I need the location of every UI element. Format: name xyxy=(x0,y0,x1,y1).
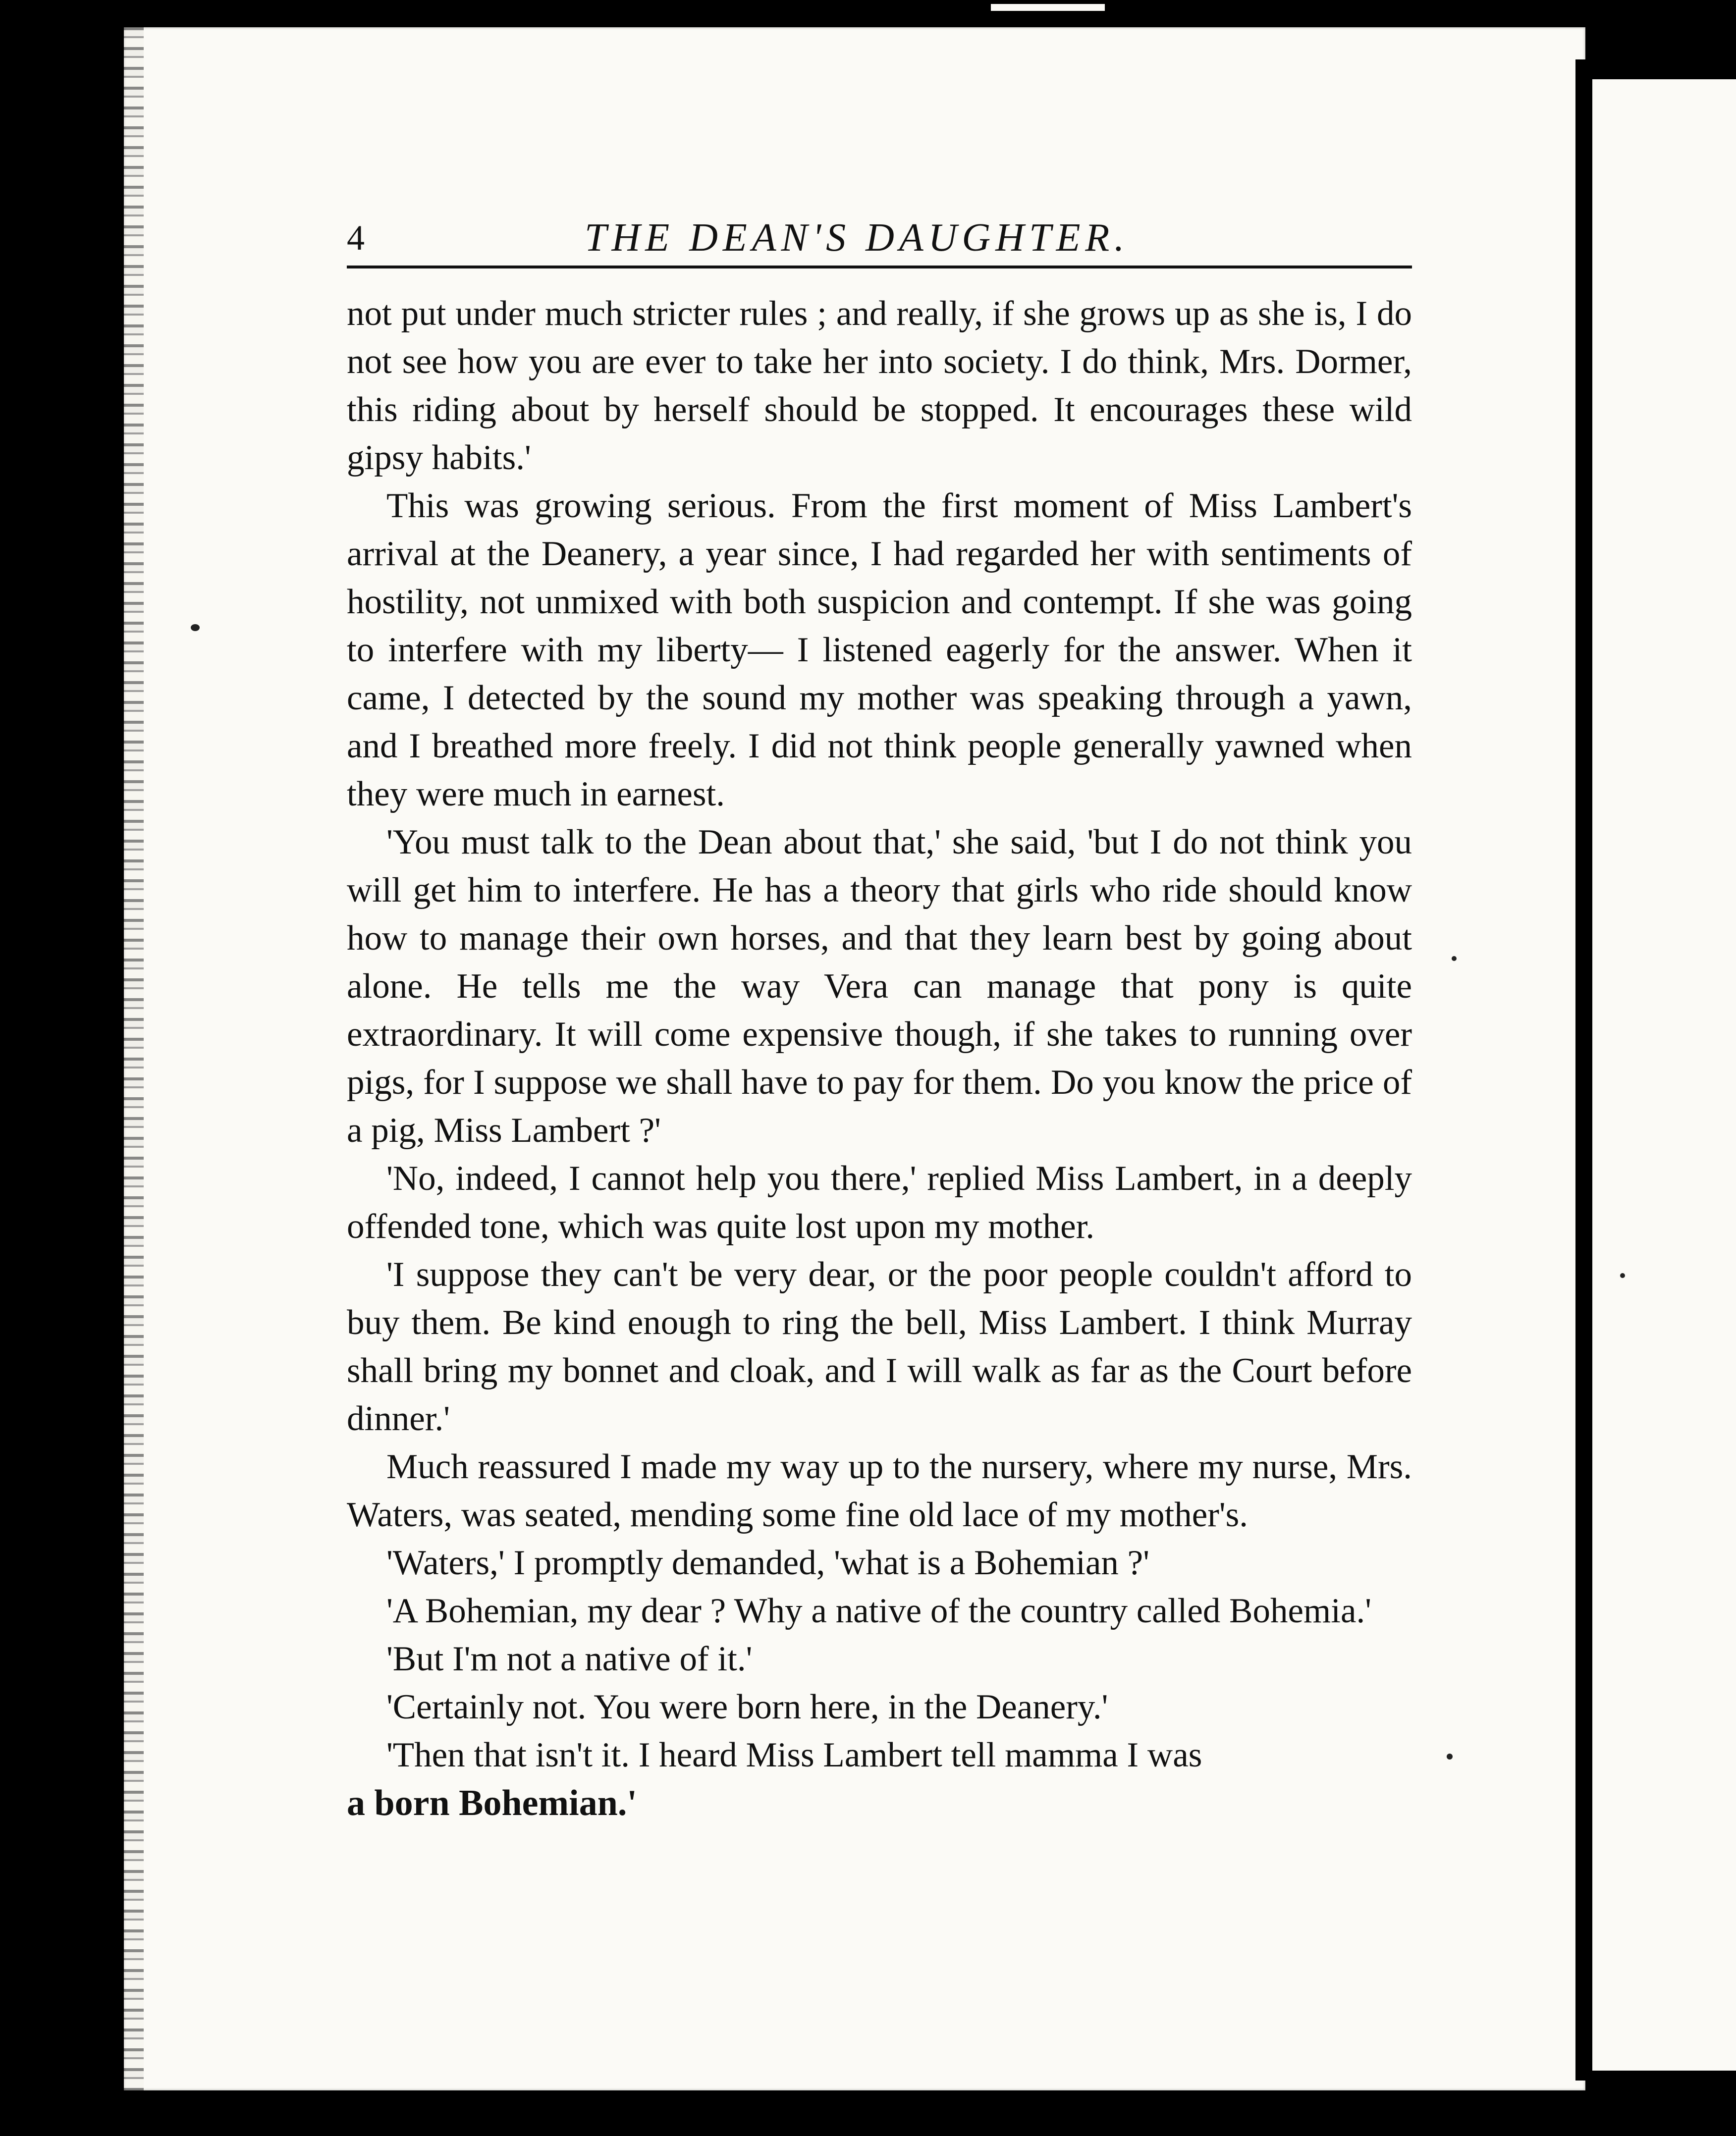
body-text xyxy=(347,290,1412,1827)
scan-speck xyxy=(191,624,200,631)
paragraph: 'Waters,' I promptly demanded, 'what is a Bohemian ?' xyxy=(386,1544,1149,1582)
scan-speck xyxy=(1620,1273,1625,1278)
paragraph: 'But I'm not a native of it.' xyxy=(386,1640,753,1678)
page-header xyxy=(347,211,1412,265)
paragraph: 'Certainly not. You were born here, in the Deanery.' xyxy=(386,1688,1108,1726)
page-number: 4 xyxy=(347,218,365,258)
page-left-edge xyxy=(124,27,144,2090)
paragraph: This was growing serious. From the first moment of Miss Lambert's arrival at the Deanery, a year since, I had regarded her with sentiments of hostility, not unmixed with both suspicion and contempt. If she was going to interfere with my liberty— I listened eagerly for the answer. When it came, I detected by the sound my mother was speaking through a yawn, and I breathed more freely. I did not think people generally yawned when they were much in earnest. xyxy=(347,486,1412,813)
paragraph: 'Then that isn't it. I heard Miss Lambert tell mamma I was xyxy=(386,1736,1202,1774)
paragraph: not put under much stricter rules ; and really, if she grows up as she is, I do not see how you are ever to take her into society. I do think, Mrs. Dormer, this riding about by herself should be stopped. It encourages these wild gipsy habits.' xyxy=(347,294,1412,477)
paragraph: Much reassured I made my way up to the nursery, where my nurse, Mrs. Waters, was seated, mending some fine old lace of my mother's. xyxy=(347,1447,1412,1534)
paragraph: 'A Bohemian, my dear ? Why a native of the country called Bohemia.' xyxy=(386,1592,1371,1630)
closing-line: a born Bohemian.' xyxy=(347,1783,637,1823)
running-title: THE DEAN'S DAUGHTER. xyxy=(585,216,1130,260)
adjacent-page-strip xyxy=(1585,79,1736,2071)
scan-speck xyxy=(1447,1754,1453,1760)
paragraph: 'No, indeed, I cannot help you there,' replied Miss Lambert, in a deeply offended tone, which was quite lost upon my mother. xyxy=(347,1159,1412,1246)
header-rule xyxy=(347,266,1412,268)
scan-top-mark xyxy=(991,4,1105,11)
gutter-shadow xyxy=(1575,59,1592,2081)
paragraph: 'I suppose they can't be very dear, or the poor people couldn't afford to buy them. Be kind enough to ring the bell, Miss Lambert. I think Murray shall bring my bonnet and cloak, and I will walk as far as the Court before dinner.' xyxy=(347,1255,1412,1438)
scan-speck xyxy=(1452,956,1457,961)
paragraph: 'You must talk to the Dean about that,' she said, 'but I do not think you will get him to interfere. He has a theory that girls who ride should know how to manage their own horses, and that they learn best by going about alone. He tells me the way Vera can manage that pony is quite extraordinary. It will come expensive though, if she takes to running over pigs, for I suppose we shall have to pay for them. Do you know the price of a pig, Miss Lambert ?' xyxy=(347,823,1412,1150)
